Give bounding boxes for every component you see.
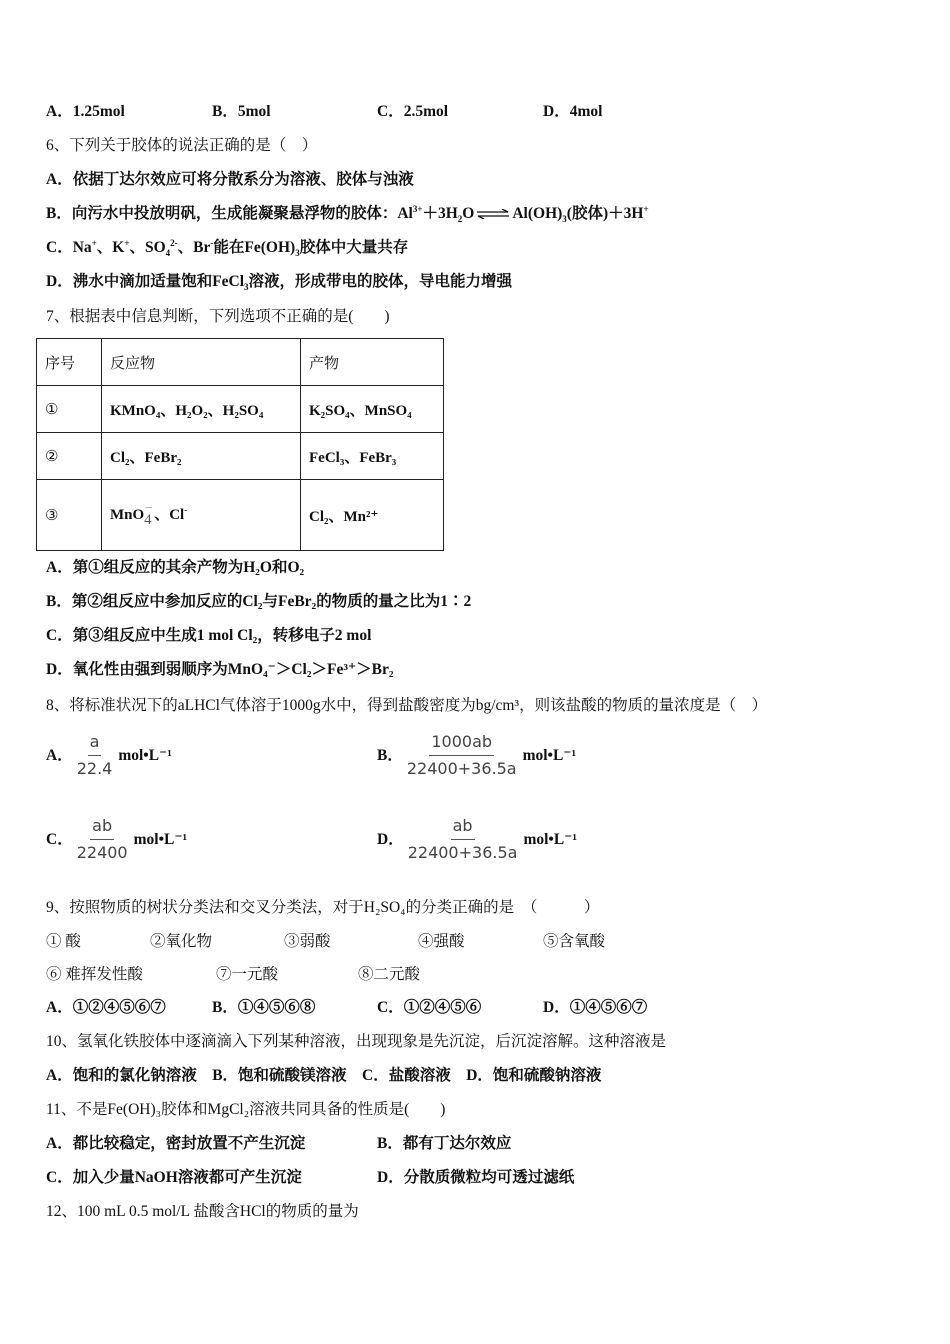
table-cell-reactant: Cl₂、FeBr₂	[102, 433, 301, 480]
option-label: B．	[377, 746, 403, 764]
q6-c-text: 、Br	[177, 239, 211, 256]
q9-option-a: A．①②④⑤⑥⑦	[46, 999, 166, 1016]
fraction	[75, 816, 130, 863]
q5-option-c: C．2.5mol	[377, 103, 449, 120]
q9-item: ④强酸	[418, 933, 465, 950]
q5-option-a: A．1.25mol	[46, 103, 125, 120]
q11-option-a: A．都比较稳定，密封放置不产生沉淀	[46, 1135, 306, 1152]
q9-stem: 9、按照物质的树状分类法和交叉分类法，对于H₂SO₄的分类正确的是 （ ）	[46, 899, 600, 916]
q6-b-sup: 3+	[412, 203, 423, 214]
table-header-cell: 序号	[37, 339, 102, 386]
q6-b-text: O	[462, 205, 475, 222]
table-row	[37, 433, 444, 480]
q6-d-text: D．沸水中滴加适量饱和FeCl	[46, 273, 245, 290]
unit-label: mol•L⁻¹	[522, 746, 577, 764]
q9-item: ②氧化物	[150, 933, 213, 950]
q6-b-text: ＋3H	[422, 205, 458, 222]
q6-c-sub: 3	[295, 248, 300, 259]
table-cell-product: Cl₂、Mn²⁺	[301, 480, 444, 551]
q5-option-d: D．4mol	[543, 103, 603, 120]
q6-b-sub: 2	[457, 214, 463, 225]
q8-option-c	[46, 816, 187, 863]
q6-c-sup: +	[124, 237, 130, 248]
unit-label: mol•L⁻¹	[118, 746, 172, 764]
q7-option-d: D．氧化性由强到弱顺序为MnO₄⁻＞Cl₂＞Fe³⁺＞Br₂	[46, 661, 394, 678]
q6-c-sup: 2-	[170, 237, 178, 248]
q9-item: ⑤含氧酸	[543, 933, 606, 950]
q6-c-text: 、SO	[129, 239, 166, 256]
fraction-denominator: 22400+36.5a	[406, 759, 517, 778]
q9-option-d: D．①④⑤⑥⑦	[543, 999, 648, 1016]
q6-option-d	[46, 272, 512, 292]
q6-b-text: B．向污水中投放明矾，生成能凝聚悬浮物的胶体：Al	[46, 205, 413, 222]
q6-c-text: 能在Fe(OH)	[213, 239, 296, 256]
reactant-text: 、Cl	[154, 506, 185, 523]
q7-option-a: A．第①组反应的其余产物为H₂O和O₂	[46, 559, 305, 576]
q10-options: A．饱和的氯化钠溶液 B．饱和硫酸镁溶液 C．盐酸溶液 D．饱和硫酸钠溶液	[46, 1067, 602, 1084]
q6-c-sup: +	[91, 237, 97, 248]
q6-c-text: C．Na	[46, 239, 92, 256]
fraction-denominator: 22400+36.5a	[407, 843, 518, 862]
fraction-denominator: 22.4	[76, 759, 113, 778]
table-cell-no: ②	[37, 433, 102, 480]
q7-option-b: B．第②组反应中参加反应的Cl₂与FeBr₂的物质的量之比为1∶2	[46, 593, 472, 610]
q9-item: ⑥ 难挥发性酸	[46, 966, 143, 983]
fraction-numerator: ab	[90, 816, 114, 840]
equilibrium-arrow-icon	[476, 209, 510, 219]
table-cell-reactant: KMnO₄、H₂O₂、H₂SO₄	[102, 386, 301, 433]
q9-option-b: B．①④⑤⑥⑧	[212, 999, 316, 1016]
q9-option-c: C．①②④⑤⑥	[377, 999, 482, 1016]
q9-item: ③弱酸	[284, 933, 331, 950]
q6-d-text: 溶液，形成带电的胶体，导电能力增强	[248, 273, 513, 290]
q6-option-a: A．依据丁达尔效应可将分散系分为溶液、胶体与浊液	[46, 171, 414, 188]
q6-c-text: 、K	[96, 239, 125, 256]
q6-b-text: (胶体)＋3H	[566, 205, 644, 222]
table-row	[37, 480, 444, 551]
q9-item: ① 酸	[46, 933, 81, 950]
fraction-numerator: a	[88, 732, 102, 756]
table-cell-product: FeCl₃、FeBr₃	[301, 433, 444, 480]
fraction-numerator: ab	[451, 816, 475, 840]
q6-c-sup: -	[210, 237, 214, 248]
table-cell-product: K₂SO₄、MnSO₄	[301, 386, 444, 433]
fraction-numerator: 1000ab	[429, 732, 494, 756]
q6-option-b	[46, 204, 649, 224]
fraction-denominator: 22400	[76, 843, 128, 862]
q7-option-c: C．第③组反应中生成1 mol Cl₂，转移电子2 mol	[46, 627, 372, 644]
reactant-sup: -	[184, 504, 188, 515]
fraction	[75, 732, 115, 779]
option-label: D．	[377, 830, 404, 848]
q8-stem-text: 8、将标准状况下的aLHCl气体溶于1000g水中，得到盐酸密度为bg/cm³，则该盐酸的物质的量浓度是（ ）	[46, 697, 768, 714]
reactant-sup: －	[144, 503, 154, 514]
q8-stem	[46, 696, 767, 716]
q12-stem: 12、100 mL 0.5 mol/L 盐酸含HCl的物质的量为	[46, 1203, 359, 1220]
option-label: C．	[46, 830, 73, 848]
unit-label: mol•L⁻¹	[133, 830, 188, 848]
q11-option-c: C．加入少量NaOH溶液都可产生沉淀	[46, 1169, 302, 1186]
table-cell-reactant	[102, 480, 301, 551]
q11-option-b: B．都有丁达尔效应	[377, 1135, 512, 1152]
table-header-row	[37, 339, 444, 386]
q5-option-b: B．5mol	[212, 103, 271, 120]
q6-c-text: 胶体中大量共存	[299, 239, 409, 256]
table-row	[37, 386, 444, 433]
table-header-cell: 反应物	[102, 339, 301, 386]
unit-label: mol•L⁻¹	[523, 830, 577, 848]
q6-b-sub: 3	[562, 214, 567, 225]
q11-stem: 11、不是Fe(OH)₃胶体和MgCl₂溶液共同具备的性质是( )	[46, 1101, 446, 1118]
q9-item: ⑦一元酸	[216, 966, 279, 983]
q6-b-text: Al(OH)	[512, 205, 563, 222]
q7-table	[36, 338, 444, 551]
q9-item: ⑧二元酸	[358, 966, 421, 983]
table-cell-no: ③	[37, 480, 102, 551]
table-header-cell: 产物	[301, 339, 444, 386]
table-cell-no: ①	[37, 386, 102, 433]
q6-option-c	[46, 238, 408, 258]
reactant-text: MnO	[110, 506, 145, 523]
q6-stem: 6、下列关于胶体的说法正确的是（ ）	[46, 137, 318, 154]
reactant-sub: 4	[144, 512, 152, 529]
q6-c-sub: 4	[165, 248, 171, 259]
q7-stem: 7、根据表中信息判断，下列选项不正确的是( )	[46, 308, 390, 325]
fraction	[406, 816, 520, 863]
q6-b-sup: +	[643, 203, 649, 214]
q8-option-d	[377, 816, 577, 863]
q10-stem: 10、氢氧化铁胶体中逐滴滴入下列某种溶液，出现现象是先沉淀，后沉淀溶解。这种溶液是	[46, 1033, 667, 1050]
q8-option-b	[377, 732, 576, 779]
fraction	[405, 732, 519, 779]
q8-option-a	[46, 732, 172, 779]
q11-option-d: D．分散质微粒均可透过滤纸	[377, 1169, 575, 1186]
q6-d-sub: 3	[244, 282, 249, 293]
option-label: A．	[46, 746, 73, 764]
